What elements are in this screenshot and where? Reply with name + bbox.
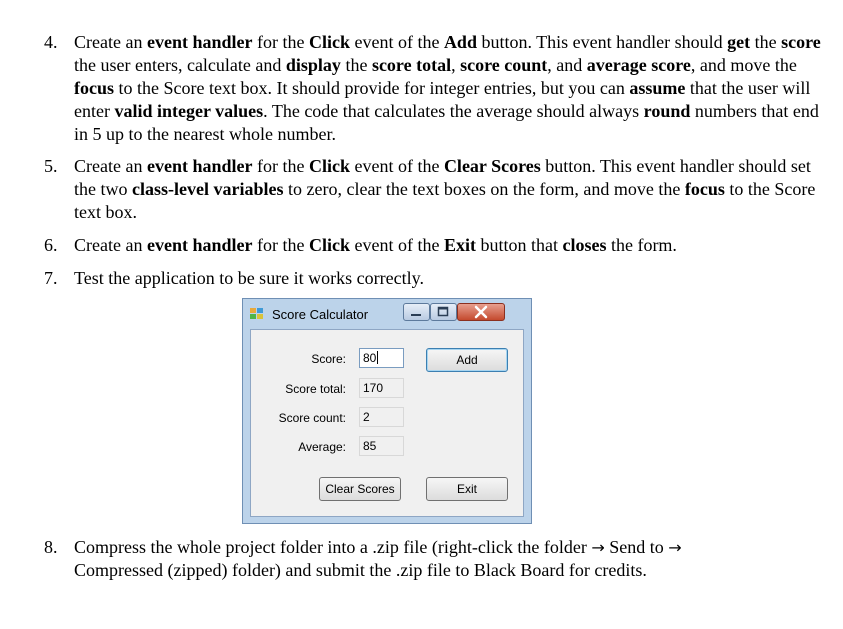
text-run: to the Score text box. [74,179,816,222]
bold-term: Exit [443,235,476,255]
item-number: 6. [44,235,58,255]
bold-term: valid integer values [114,101,264,121]
text-run: , and [547,55,587,75]
bold-term: focus [74,78,114,98]
maximize-icon [431,304,456,320]
text-run: Create an [74,235,147,255]
title-bar[interactable] [243,299,531,329]
bold-term: score total [371,55,452,75]
bold-term: class-level variables [132,179,284,199]
text-run: to the Score text box. It should provide for integer entries, but you can [114,78,630,98]
item-text [74,155,834,224]
bold-term: event handler [146,156,253,176]
text-run: the [750,32,782,52]
text-run: button. This event handler should set the two [74,156,811,199]
item-text [74,234,834,257]
average-field: 85 [359,436,404,456]
item-number: 5. [44,156,58,176]
close-icon [458,304,504,320]
bold-term: event handler [146,235,253,255]
text-run: Compress the whole project folder into a .zip file (right-click the folder [74,537,592,557]
text-run: for the [252,156,309,176]
maximize-button[interactable] [430,303,457,321]
text-run: button. This event handler should [476,32,728,52]
text-run: Compressed (zipped) folder) and submit the .zip file to Black Board for credits. [74,560,647,580]
bold-term: round [643,101,691,121]
bold-term: score count [460,55,548,75]
text-run: numbers that end in 5 up to the nearest whole number. [74,101,819,144]
text-run: Send to [604,537,669,557]
arrow-icon: → [668,538,682,557]
text-run: event of the [349,235,444,255]
score-total-label: Score total: [285,382,346,396]
app-icon [250,308,264,320]
text-run: event of the [349,32,444,52]
text-run: button that [475,235,563,255]
score-input[interactable] [359,348,404,368]
bold-term: average score [586,55,691,75]
exit-button[interactable]: Exit [426,477,508,501]
item-text [74,267,834,290]
bold-term: Click [308,156,350,176]
bold-term: get [727,32,751,52]
bold-term: Add [443,32,477,52]
minimize-icon [404,304,429,320]
bold-term: Click [308,235,350,255]
text-run: that the user will enter [74,78,811,121]
text-run: to zero, clear the text boxes on the form, and move the [283,179,685,199]
average-label: Average: [298,440,346,454]
item-text [74,536,774,582]
score-input-value: 80 [363,351,377,365]
form-client-area [250,329,524,517]
text-run: , and move the [690,55,797,75]
text-run: event of the [349,156,444,176]
score-label: Score: [311,352,346,366]
item-number: 7. [44,268,58,288]
clear-scores-button[interactable]: Clear Scores [319,477,401,501]
text-run: the [340,55,372,75]
text-caret [377,351,378,364]
text-run: Test the application to be sure it works correctly. [74,268,424,288]
bold-term: closes [562,235,607,255]
close-button[interactable] [457,303,505,321]
score-calculator-window [242,298,532,524]
bold-term: display [285,55,341,75]
bold-term: assume [629,78,686,98]
arrow-icon: → [591,538,605,557]
text-run: the user enters, calculate and [74,55,286,75]
text-run: . The code that calculates the average should always [263,101,644,121]
bold-term: event handler [146,32,253,52]
text-run: Create an [74,156,147,176]
text-run: for the [252,235,309,255]
score-count-label: Score count: [278,411,346,425]
minimize-button[interactable] [403,303,430,321]
text-run: the form. [606,235,677,255]
window-title: Score Calculator [272,307,369,322]
bold-term: focus [684,179,725,199]
item-text [74,31,834,146]
bold-term: Click [308,32,350,52]
text-run: Create an [74,32,147,52]
bold-term: Clear Scores [443,156,541,176]
bold-term: score [781,32,821,52]
text-run: for the [252,32,309,52]
item-number: 4. [44,32,58,52]
add-button[interactable]: Add [426,348,508,372]
score-count-field: 2 [359,407,404,427]
item-number: 8. [44,537,58,557]
score-total-field: 170 [359,378,404,398]
text-run: , [451,55,461,75]
